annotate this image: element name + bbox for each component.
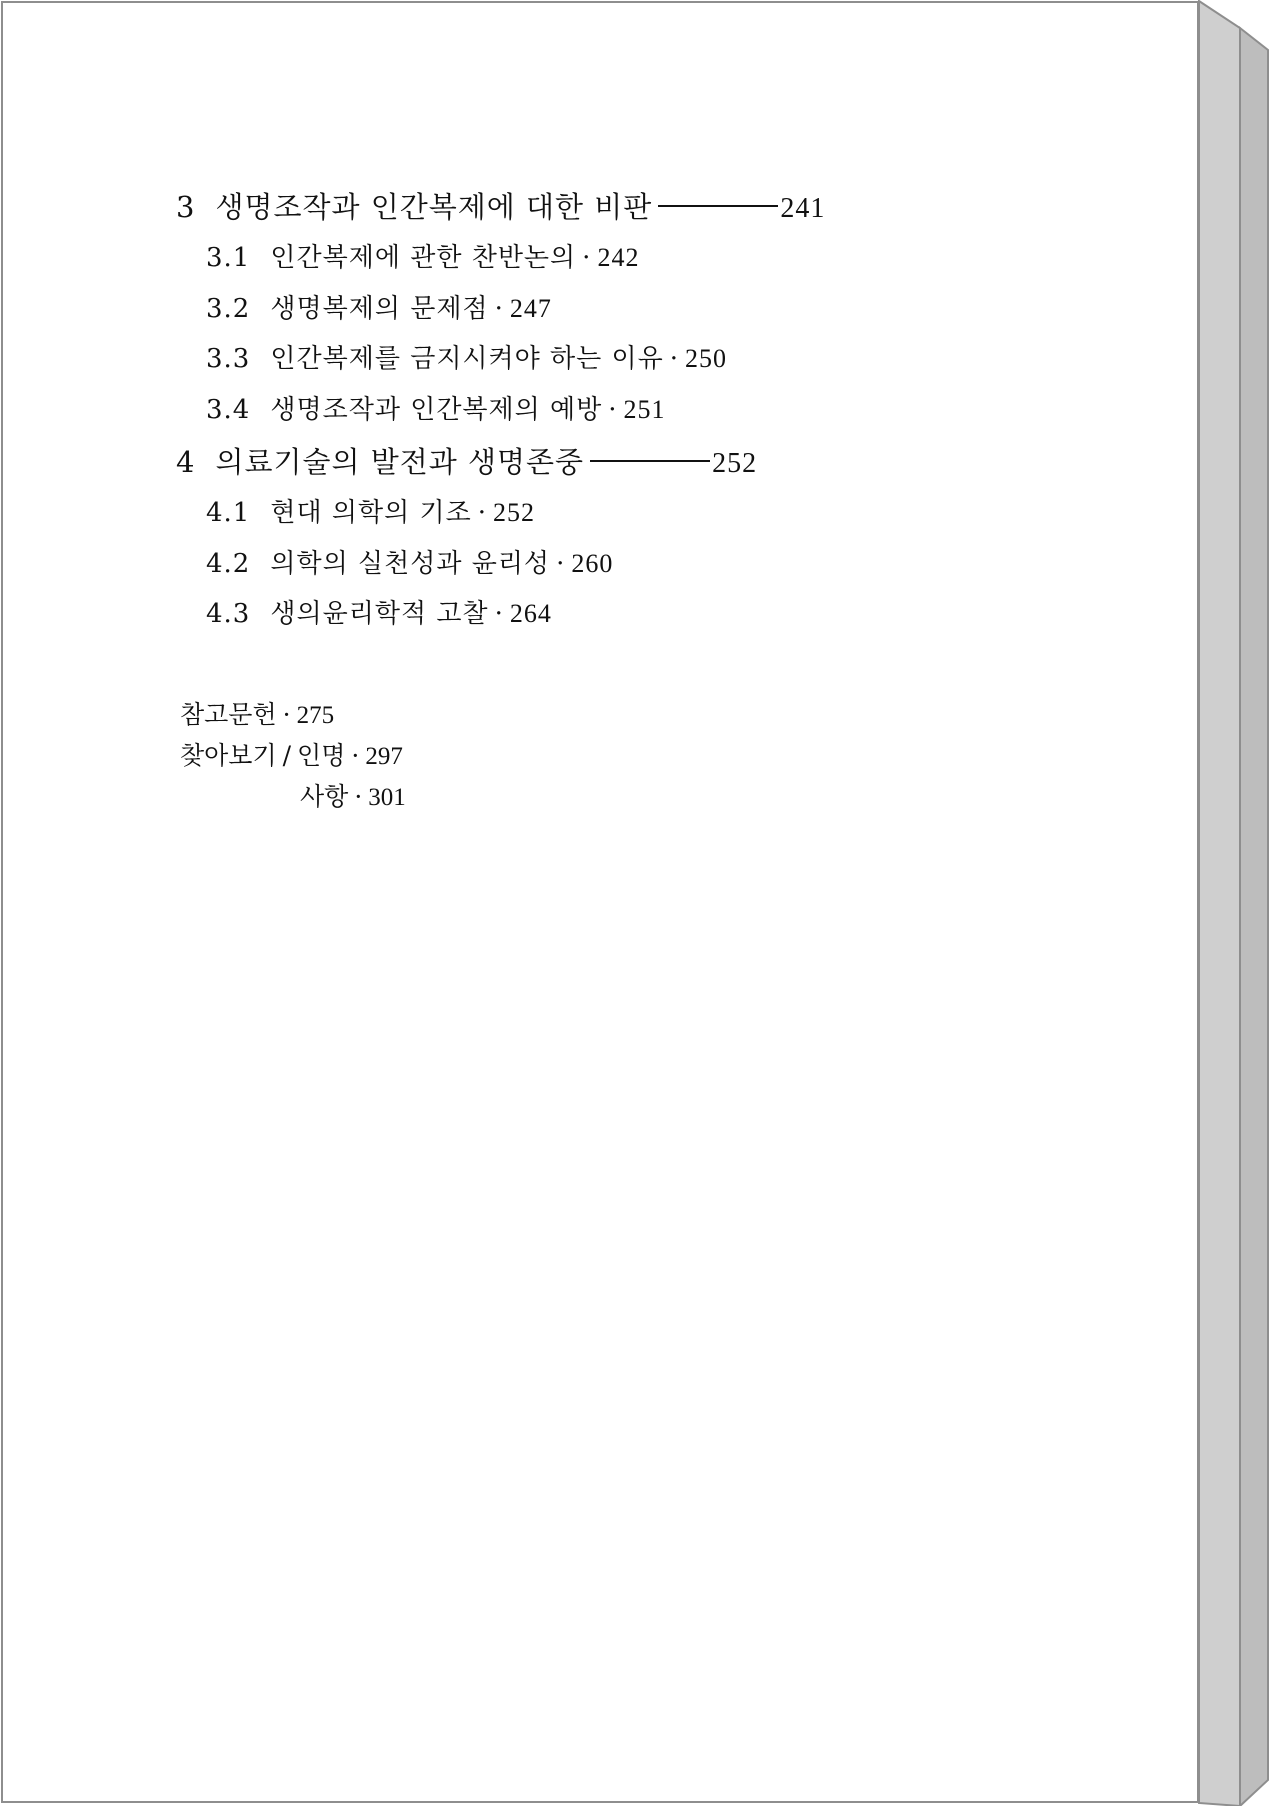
index-title: 찾아보기 bbox=[180, 741, 277, 770]
section-page-number: 247 bbox=[509, 294, 552, 323]
index-subjects-page-number: 301 bbox=[368, 784, 406, 811]
references-page-number: 275 bbox=[296, 702, 335, 729]
toc-section-3-4 bbox=[206, 397, 666, 423]
section-number: 4.2 bbox=[206, 549, 251, 579]
toc-references bbox=[180, 702, 334, 728]
section-number: 3.3 bbox=[206, 344, 251, 374]
separator-dot: · bbox=[477, 498, 487, 528]
separator-dot: · bbox=[494, 294, 504, 324]
toc-section-4-3 bbox=[206, 601, 552, 627]
chapter-page-number: 252 bbox=[712, 448, 758, 479]
toc-index-subjects bbox=[300, 784, 406, 810]
section-number: 3.2 bbox=[206, 294, 251, 324]
section-page-number: 252 bbox=[492, 498, 535, 527]
section-page-number: 264 bbox=[509, 599, 552, 628]
toc-chapter-3 bbox=[176, 190, 826, 224]
section-title: 생명복제의 문제점 bbox=[270, 294, 489, 324]
section-title: 현대 의학의 기조 bbox=[270, 498, 472, 528]
section-title: 인간복제를 금지시켜야 하는 이유 bbox=[270, 344, 664, 374]
separator-dot: · bbox=[494, 599, 504, 629]
section-number: 4.3 bbox=[206, 599, 251, 629]
separator-dot: · bbox=[582, 243, 592, 273]
toc-section-4-2 bbox=[206, 551, 613, 577]
toc-index-names bbox=[180, 743, 403, 769]
index-names-page-number: 297 bbox=[365, 743, 403, 770]
separator-dot: · bbox=[354, 782, 363, 811]
section-title: 인간복제에 관한 찬반논의 bbox=[270, 243, 577, 273]
references-title: 참고문헌 bbox=[180, 700, 277, 729]
section-page-number: 250 bbox=[685, 344, 728, 373]
separator-dot: · bbox=[669, 344, 680, 374]
toc-chapter-4 bbox=[176, 445, 758, 479]
separator-dot: · bbox=[608, 395, 618, 425]
section-title: 생의윤리학적 고찰 bbox=[270, 599, 489, 629]
section-page-number: 242 bbox=[597, 243, 640, 272]
chapter-number: 3 bbox=[176, 190, 196, 224]
index-subjects-title: 사항 bbox=[300, 782, 349, 811]
toc-section-4-1 bbox=[206, 500, 535, 526]
dot-leader bbox=[590, 460, 710, 462]
index-names-title: 인명 bbox=[297, 741, 346, 770]
separator-dot: · bbox=[351, 741, 360, 770]
toc-section-3-3 bbox=[206, 346, 727, 372]
section-title: 생명조작과 인간복제의 예방 bbox=[270, 395, 603, 425]
section-number: 3.4 bbox=[206, 395, 251, 425]
section-number: 4.1 bbox=[206, 498, 251, 528]
section-page-number: 251 bbox=[623, 395, 666, 424]
index-slash: / bbox=[282, 741, 292, 770]
chapter-number: 4 bbox=[176, 445, 196, 479]
chapter-page-number: 241 bbox=[780, 193, 826, 224]
chapter-title: 의료기술의 발전과 생명존중 bbox=[215, 445, 585, 479]
section-title: 의학의 실천성과 윤리성 bbox=[270, 549, 551, 579]
dot-leader bbox=[658, 205, 778, 207]
separator-dot: · bbox=[556, 549, 566, 579]
section-number: 3.1 bbox=[206, 243, 251, 273]
chapter-title: 생명조작과 인간복제에 대한 비판 bbox=[215, 190, 653, 224]
separator-dot: · bbox=[282, 700, 291, 729]
toc-section-3-1 bbox=[206, 245, 639, 271]
section-page-number: 260 bbox=[571, 549, 614, 578]
toc-section-3-2 bbox=[206, 296, 552, 322]
